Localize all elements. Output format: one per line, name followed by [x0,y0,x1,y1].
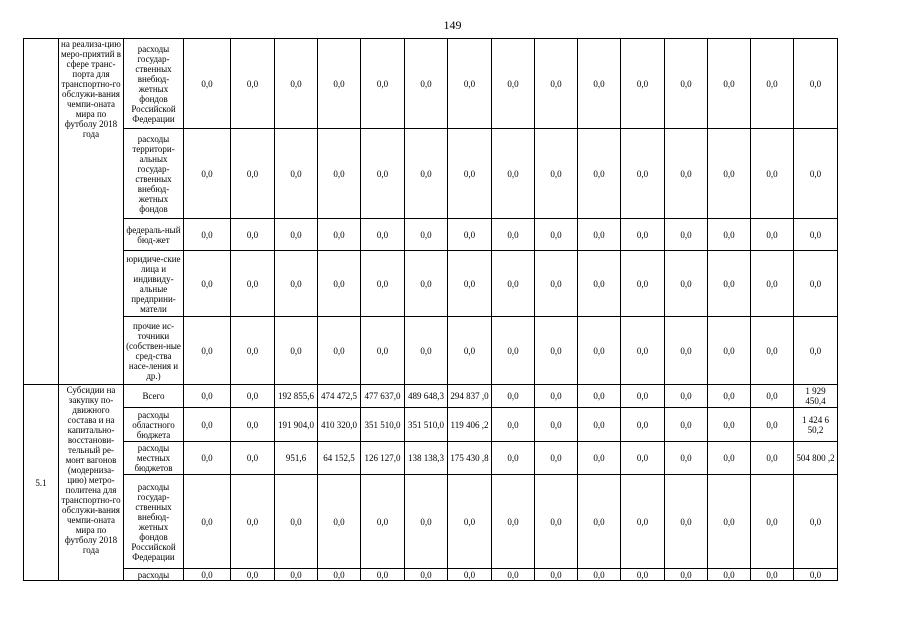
value-cell: 0,0 [361,39,405,129]
value-cell: 0,0 [492,408,535,442]
value-cell: 0,0 [231,475,275,569]
value-cell: 0,0 [535,317,578,385]
value-cell: 0,0 [318,475,361,569]
value-cell: 0,0 [794,569,838,581]
value-cell: 0,0 [492,251,535,317]
value-cell: 119 406 ,2 [448,408,492,442]
value-cell: 0,0 [448,129,492,219]
value-cell: 0,0 [184,569,231,581]
value-cell: 0,0 [492,317,535,385]
funding-source-cell: расходы государ-ственных внебюд-жетных фондов Российской Федерации [124,39,184,129]
value-cell: 126 127,0 [361,442,405,475]
value-cell: 0,0 [275,569,318,581]
value-cell: 0,0 [578,251,621,317]
value-cell: 0,0 [535,408,578,442]
value-cell: 0,0 [492,442,535,475]
value-cell: 0,0 [621,442,665,475]
value-cell: 0,0 [405,569,448,581]
value-cell: 0,0 [318,251,361,317]
value-cell: 0,0 [535,129,578,219]
value-cell: 0,0 [794,251,838,317]
value-cell: 0,0 [665,39,708,129]
value-cell: 0,0 [621,317,665,385]
value-cell: 0,0 [621,39,665,129]
value-cell: 0,0 [751,408,794,442]
table-row [24,385,838,408]
table-row [24,442,838,475]
value-cell: 951,6 [275,442,318,475]
value-cell: 0,0 [708,129,751,219]
value-cell: 0,0 [184,317,231,385]
value-cell: 0,0 [794,39,838,129]
value-cell: 0,0 [405,475,448,569]
value-cell: 0,0 [708,317,751,385]
value-cell: 0,0 [794,129,838,219]
funding-source-cell: Всего [124,385,184,408]
value-cell: 0,0 [751,475,794,569]
value-cell: 0,0 [751,385,794,408]
value-cell: 0,0 [318,39,361,129]
funding-source-cell: прочие ис-точники (собствен-ные сред-ства насе-ления и др.) [124,317,184,385]
table-row [24,569,838,581]
value-cell: 0,0 [751,317,794,385]
value-cell: 0,0 [184,475,231,569]
measure-description-cell: Субсидии на закупку по-движного состава и на капитально-восстанови-тельный ре-монт вагонов (модерниза-цию) метро-политена для транспортно-го обслужи-вания чемпи-оната мира по футболу 2018 года [59,385,124,581]
funding-source-cell: расходы территори-альных государ-ственных внебюд-жетных фондов [124,129,184,219]
funding-source-cell: юридиче-ские лица и индивиду-альные предприни-матели [124,251,184,317]
value-cell: 504 800 ,2 [794,442,838,475]
value-cell: 0,0 [708,219,751,251]
value-cell: 0,0 [794,317,838,385]
value-cell: 0,0 [361,251,405,317]
value-cell: 0,0 [794,475,838,569]
value-cell: 0,0 [184,442,231,475]
value-cell: 0,0 [231,385,275,408]
value-cell: 0,0 [184,219,231,251]
value-cell: 64 152,5 [318,442,361,475]
value-cell: 0,0 [448,475,492,569]
value-cell: 0,0 [621,385,665,408]
table-row [24,219,838,251]
value-cell: 0,0 [231,219,275,251]
funding-source-cell: расходы [124,569,184,581]
value-cell: 0,0 [708,251,751,317]
value-cell: 0,0 [578,475,621,569]
value-cell: 0,0 [361,569,405,581]
row-number-cell: 5.1 [24,385,59,581]
value-cell: 0,0 [621,569,665,581]
funding-source-cell: расходы областного бюджета [124,408,184,442]
value-cell: 1 929 450,4 [794,385,838,408]
value-cell: 0,0 [275,251,318,317]
value-cell: 0,0 [621,219,665,251]
value-cell: 1 424 6 50,2 [794,408,838,442]
value-cell: 0,0 [578,442,621,475]
table-row [24,129,838,219]
value-cell: 0,0 [231,39,275,129]
value-cell: 489 648,3 [405,385,448,408]
value-cell: 0,0 [535,251,578,317]
value-cell: 191 904,0 [275,408,318,442]
value-cell: 0,0 [231,442,275,475]
value-cell: 0,0 [708,569,751,581]
value-cell: 0,0 [448,317,492,385]
value-cell: 0,0 [578,385,621,408]
value-cell: 0,0 [578,219,621,251]
value-cell: 0,0 [361,129,405,219]
value-cell: 0,0 [448,219,492,251]
value-cell: 0,0 [751,219,794,251]
value-cell: 0,0 [665,219,708,251]
value-cell: 0,0 [751,129,794,219]
value-cell: 0,0 [665,317,708,385]
value-cell: 0,0 [405,39,448,129]
value-cell: 0,0 [492,129,535,219]
value-cell: 0,0 [535,569,578,581]
value-cell: 0,0 [535,385,578,408]
value-cell: 0,0 [184,39,231,129]
value-cell: 0,0 [231,408,275,442]
value-cell: 0,0 [708,475,751,569]
value-cell: 0,0 [708,385,751,408]
value-cell: 0,0 [405,317,448,385]
value-cell: 0,0 [405,129,448,219]
value-cell: 0,0 [535,475,578,569]
value-cell: 175 430 ,8 [448,442,492,475]
value-cell: 0,0 [318,129,361,219]
funding-source-cell: федераль-ный бюд-жет [124,219,184,251]
value-cell: 0,0 [794,219,838,251]
value-cell: 138 138,3 [405,442,448,475]
value-cell: 0,0 [275,219,318,251]
value-cell: 0,0 [708,442,751,475]
value-cell: 0,0 [275,317,318,385]
value-cell: 0,0 [535,442,578,475]
budget-table [23,38,838,581]
value-cell: 474 472,5 [318,385,361,408]
value-cell: 192 855,6 [275,385,318,408]
value-cell: 0,0 [578,39,621,129]
value-cell: 0,0 [492,569,535,581]
value-cell: 0,0 [578,569,621,581]
table-row [24,475,838,569]
value-cell: 294 837 ,0 [448,385,492,408]
value-cell: 0,0 [275,129,318,219]
value-cell: 0,0 [621,129,665,219]
value-cell: 0,0 [492,475,535,569]
value-cell: 0,0 [535,219,578,251]
value-cell: 0,0 [535,39,578,129]
value-cell: 351 510,0 [361,408,405,442]
value-cell: 0,0 [708,39,751,129]
table-row [24,251,838,317]
funding-source-cell: расходы государ-ственных внебюд-жетных фондов Российской Федерации [124,475,184,569]
value-cell: 0,0 [665,385,708,408]
value-cell: 0,0 [318,219,361,251]
value-cell: 0,0 [492,385,535,408]
table-row [24,317,838,385]
value-cell: 0,0 [621,251,665,317]
value-cell: 0,0 [751,569,794,581]
value-cell: 0,0 [184,129,231,219]
value-cell: 0,0 [231,569,275,581]
value-cell: 0,0 [231,129,275,219]
value-cell: 0,0 [665,475,708,569]
value-cell: 0,0 [275,39,318,129]
value-cell: 0,0 [665,251,708,317]
value-cell: 0,0 [405,219,448,251]
value-cell: 0,0 [231,317,275,385]
value-cell: 0,0 [361,475,405,569]
value-cell: 0,0 [708,408,751,442]
value-cell: 0,0 [275,475,318,569]
value-cell: 0,0 [184,251,231,317]
value-cell: 351 510,0 [405,408,448,442]
value-cell: 0,0 [184,385,231,408]
table-row [24,408,838,442]
value-cell: 0,0 [448,251,492,317]
value-cell: 0,0 [578,408,621,442]
page-number: 149 [443,18,462,32]
value-cell: 477 637,0 [361,385,405,408]
table-row [24,39,838,129]
value-cell: 0,0 [665,569,708,581]
value-cell: 0,0 [751,442,794,475]
value-cell: 0,0 [751,251,794,317]
value-cell: 0,0 [665,129,708,219]
value-cell: 0,0 [231,251,275,317]
value-cell: 0,0 [492,219,535,251]
row-number-cell [24,39,59,385]
value-cell: 0,0 [405,251,448,317]
value-cell: 0,0 [361,219,405,251]
value-cell: 0,0 [665,408,708,442]
value-cell: 0,0 [751,39,794,129]
value-cell: 410 320,0 [318,408,361,442]
value-cell: 0,0 [621,408,665,442]
value-cell: 0,0 [578,129,621,219]
value-cell: 0,0 [361,317,405,385]
value-cell: 0,0 [318,569,361,581]
value-cell: 0,0 [665,442,708,475]
value-cell: 0,0 [318,317,361,385]
value-cell: 0,0 [184,408,231,442]
value-cell: 0,0 [492,39,535,129]
value-cell: 0,0 [448,569,492,581]
measure-description-cell: на реализа-цию меро-приятий в сфере транс-порта для транспортно-го обслужи-вания чемпи-оната мира по футболу 2018 года [59,39,124,385]
value-cell: 0,0 [578,317,621,385]
value-cell: 0,0 [448,39,492,129]
funding-source-cell: расходы местных бюджетов [124,442,184,475]
value-cell: 0,0 [621,475,665,569]
